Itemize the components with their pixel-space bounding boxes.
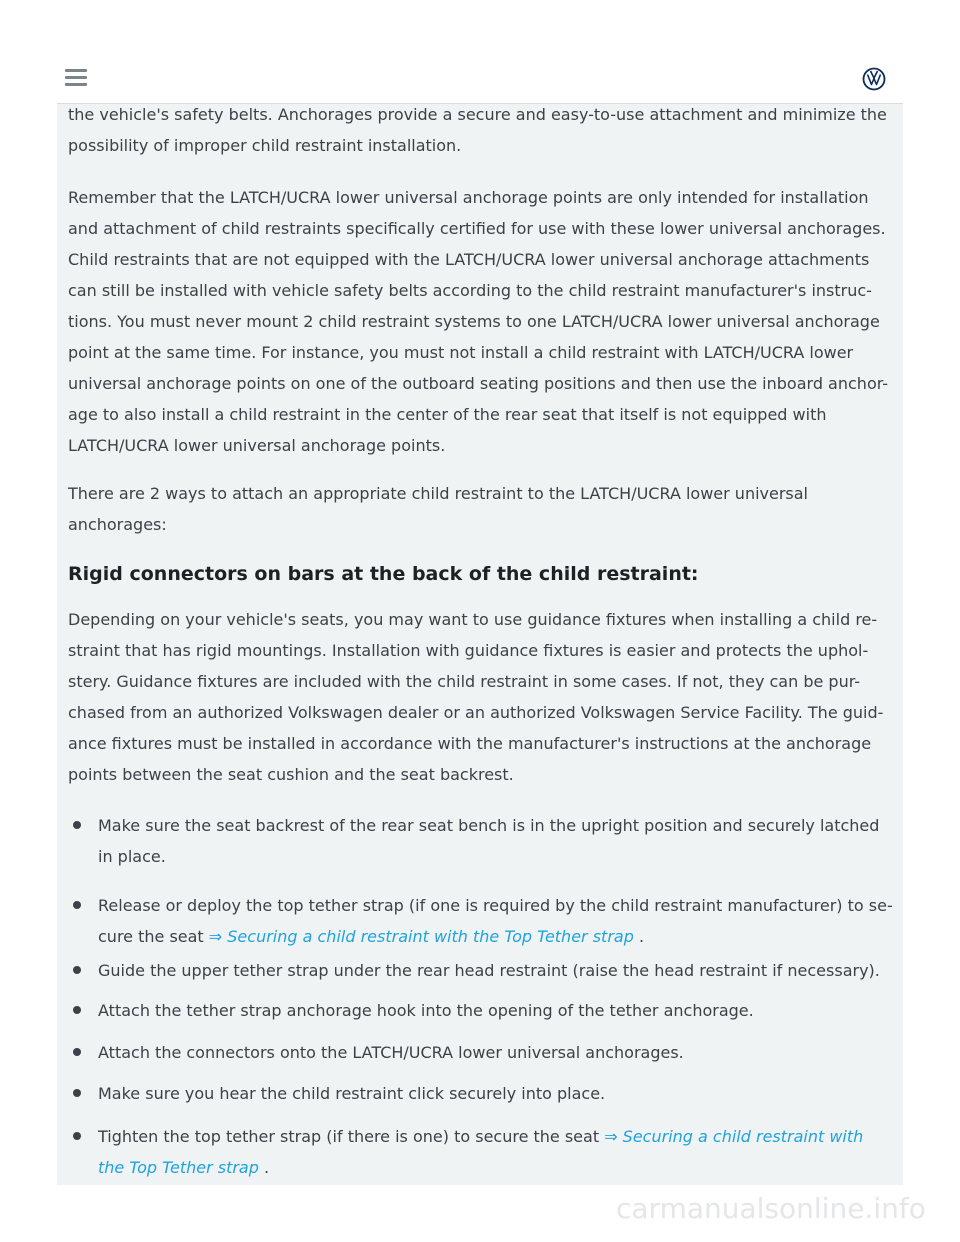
vw-logo-icon[interactable] xyxy=(862,67,886,91)
text-line: points between the seat cushion and the seat backrest. xyxy=(68,765,514,784)
text-line: Guide the upper tether strap under the rear head restraint (raise the head restraint if necessary). xyxy=(98,961,880,980)
text-line: ance fixtures must be installed in accordance with the manufacturer's instructions at the anchorage xyxy=(68,734,872,753)
text-line: There are 2 ways to attach an appropriate child restraint to the LATCH/UCRA lower universal xyxy=(68,484,808,503)
text-fragment: . xyxy=(258,1158,270,1177)
text-line: Child restraints that are not equipped with the LATCH/UCRA lower universal anchorage attachments xyxy=(68,250,870,269)
text-line: stery. Guidance fixtures are included with the child restraint in some cases. If not, they can be pur- xyxy=(68,672,861,691)
watermark: carmanualsonline.info xyxy=(616,1192,926,1225)
top-tether-link[interactable]: ⇒ Securing a child restraint with the Top Tether strap xyxy=(208,927,634,946)
text-line: Make sure the seat backrest of the rear seat bench is in the upright position and securely latched xyxy=(98,816,880,835)
text-line: LATCH/UCRA lower universal anchorage points. xyxy=(68,436,446,455)
text-line: Attach the connectors onto the LATCH/UCRA lower universal anchorages. xyxy=(98,1043,684,1062)
text-line: point at the same time. For instance, you must not install a child restraint with LATCH/UCRA lower xyxy=(68,343,854,362)
text-line: Remember that the LATCH/UCRA lower universal anchorage points are only intended for installation xyxy=(68,188,869,207)
bullet-icon xyxy=(73,821,81,829)
top-tether-link[interactable]: ⇒ Securing a child restraint with xyxy=(604,1127,864,1146)
text-line: possibility of improper child restraint installation. xyxy=(68,136,462,155)
list-item xyxy=(68,995,898,1026)
paragraph-guidance-fixtures xyxy=(68,604,898,790)
top-tether-link[interactable]: the Top Tether strap xyxy=(98,1158,259,1177)
text-line: chased from an authorized Volkswagen dealer or an authorized Volkswagen Service Facility. The guid- xyxy=(68,703,884,722)
text-line: straint that has rigid mountings. Installation with guidance fixtures is easier and protects the uphol- xyxy=(68,641,869,660)
bullet-icon xyxy=(73,1006,81,1014)
text-line: the vehicle's safety belts. Anchorages provide a secure and easy-to-use attachment and minimize the xyxy=(68,105,887,124)
section-heading: Rigid connectors on bars at the back of the child restraint: xyxy=(68,563,699,585)
top-header xyxy=(57,0,903,104)
text-fragment: . xyxy=(633,927,645,946)
text-line: tions. You must never mount 2 child restraint systems to one LATCH/UCRA lower universal anchorage xyxy=(68,312,880,331)
text-line: and attachment of child restraints specifically certified for use with these lower universal anchorages. xyxy=(68,219,886,238)
bullet-icon xyxy=(73,901,81,909)
hamburger-menu-icon[interactable] xyxy=(65,69,87,87)
text-line: universal anchorage points on one of the outboard seating positions and then use the inboard anchor- xyxy=(68,374,889,393)
text-line: anchorages: xyxy=(68,515,167,534)
list-item xyxy=(68,810,898,872)
paragraph-latch-remember xyxy=(68,182,898,461)
paragraph-two-ways xyxy=(68,478,898,540)
text-fragment: cure the seat xyxy=(98,927,209,946)
list-item xyxy=(68,1121,898,1183)
text-line: in place. xyxy=(98,847,166,866)
text-fragment: Tighten the top tether strap (if there is one) to secure the seat xyxy=(98,1127,605,1146)
list-item xyxy=(68,1078,898,1109)
list-item xyxy=(68,890,898,952)
text-line: age to also install a child restraint in the center of the rear seat that itself is not equipped with xyxy=(68,405,827,424)
bullet-icon xyxy=(73,1132,81,1140)
bullet-icon xyxy=(73,966,81,974)
manual-content xyxy=(57,104,903,1185)
bullet-icon xyxy=(73,1048,81,1056)
text-line: Attach the tether strap anchorage hook into the opening of the tether anchorage. xyxy=(98,1001,754,1020)
text-line: Make sure you hear the child restraint click securely into place. xyxy=(98,1084,606,1103)
text-line: Release or deploy the top tether strap (if one is required by the child restraint manufacturer) to se- xyxy=(98,896,893,915)
list-item xyxy=(68,1037,898,1068)
text-line: Depending on your vehicle's seats, you may want to use guidance fixtures when installing a child re- xyxy=(68,610,878,629)
list-item xyxy=(68,955,898,986)
bullet-icon xyxy=(73,1089,81,1097)
paragraph-anchorages-intro xyxy=(68,99,898,161)
text-line: can still be installed with vehicle safety belts according to the child restraint manufacturer's instruc- xyxy=(68,281,872,300)
